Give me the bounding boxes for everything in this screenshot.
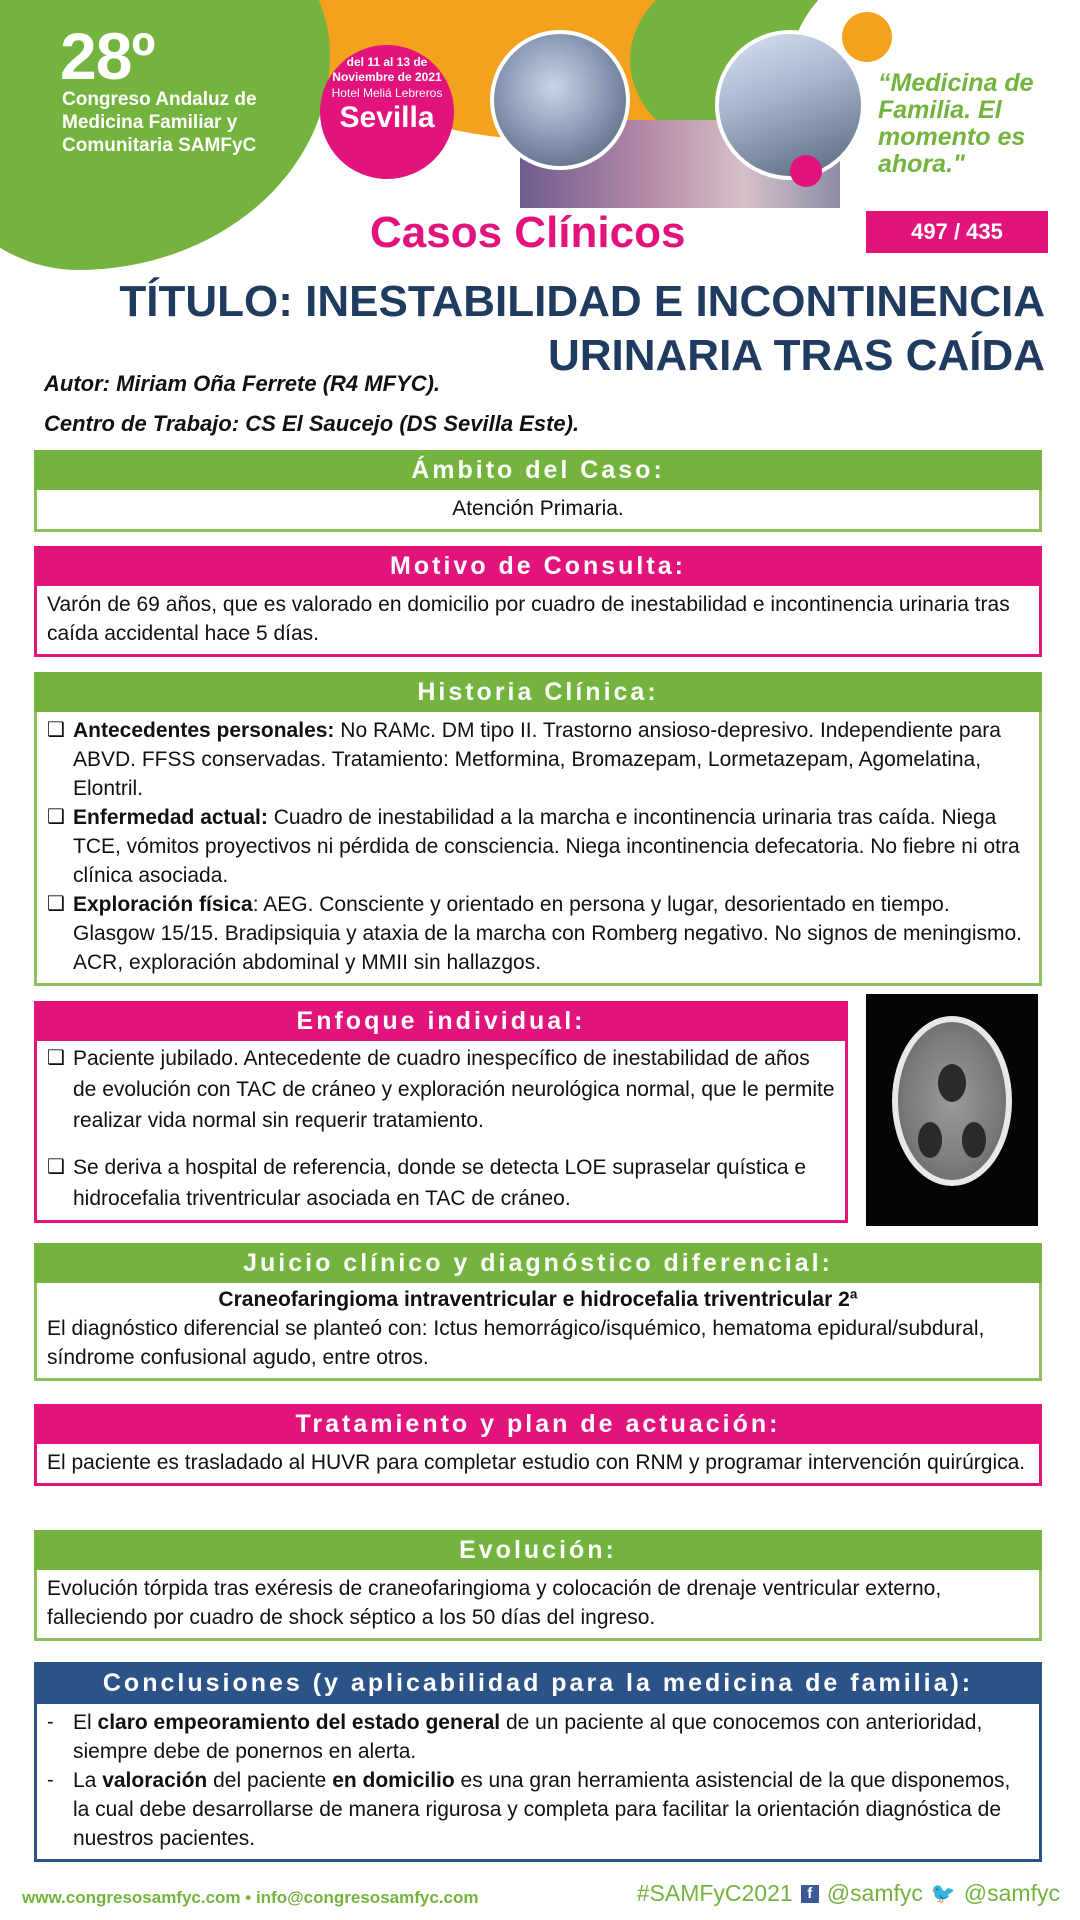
- dash-bullet-icon: -: [47, 1769, 54, 1791]
- list-item: [47, 1708, 1029, 1766]
- decor-dot-pink: [790, 155, 822, 187]
- section-motivo-body: Varón de 69 años, que es valorado en domicilio por cuadro de inestabilidad e incontinencia urinaria tras caída accidental hace 5 días.: [34, 586, 1042, 657]
- decor-dot-orange: [842, 12, 892, 62]
- footer-contact[interactable]: www.congresosamfyc.com • info@congresosamfyc.com: [22, 1888, 479, 1907]
- hotel-name: Hotel Meliá Lebreros: [331, 86, 443, 100]
- item-text: Cuadro de inestabilidad a la marcha e incontinencia urinaria tras caída. Niega TCE, vómitos proyectivos ni pérdida de consciencia. Niega incontinencia defecatoria. No fiebre ni otra clínica asociada.: [73, 806, 1020, 887]
- section-evolucion-heading: Evolución:: [34, 1530, 1042, 1570]
- section-ambito-body: Atención Primaria.: [34, 490, 1042, 532]
- section-juicio-heading: Juicio clínico y diagnóstico diferencial:: [34, 1243, 1042, 1283]
- section-evolucion-body: Evolución tórpida tras exéresis de craneofaringioma y colocación de drenaje ventricular externo, falleciendo por cuadro de shock séptico a los 50 días del ingreso.: [34, 1570, 1042, 1641]
- seville-bridge-photo: [715, 30, 865, 180]
- section-conclusiones-body: [34, 1704, 1042, 1862]
- section-tratamiento: [34, 1404, 1042, 1486]
- brain-ct-image: [866, 994, 1038, 1226]
- section-historia-body: [34, 712, 1042, 986]
- dash-bullet-icon: -: [47, 1711, 54, 1733]
- list-item: [47, 890, 1029, 977]
- checkbox-bullet-icon: ❑: [47, 1156, 65, 1178]
- ct-ventricle: [962, 1122, 986, 1158]
- section-motivo: [34, 546, 1042, 657]
- section-ambito-heading: Ámbito del Caso:: [34, 450, 1042, 490]
- congress-name: Congreso Andaluz de Medicina Familiar y Comunitaria SAMFyC: [62, 89, 257, 156]
- section-ambito: [34, 450, 1042, 532]
- item-text: No RAMc. DM tipo II. Trastorno ansioso-depresivo. Independiente para ABVD. FFSS conservadas. Tratamiento: Metformina, Bromazepam, Lormetazepam, Agomelatina, Elontril.: [73, 719, 1001, 800]
- checkbox-bullet-icon: ❑: [47, 719, 65, 741]
- twitter-bird-icon: 🐦: [930, 1883, 956, 1905]
- section-historia: [34, 672, 1042, 986]
- checkbox-bullet-icon: ❑: [47, 1047, 65, 1069]
- seville-badge: [320, 45, 454, 179]
- checkbox-bullet-icon: ❑: [47, 806, 65, 828]
- section-enfoque-body: [34, 1041, 848, 1223]
- checkbox-bullet-icon: ❑: [47, 893, 65, 915]
- facebook-handle[interactable]: @samfyc: [826, 1880, 923, 1906]
- case-title-line-1: TÍTULO: INESTABILIDAD E INCONTINENCIA: [119, 277, 1045, 326]
- list-item: [47, 1766, 1029, 1853]
- item-bold: claro empeoramiento del estado general: [97, 1711, 501, 1734]
- diagnosis-text: Craneofaringioma intraventricular e hidrocefalia triventricular 2ª: [218, 1288, 858, 1311]
- item-bold: en domicilio: [332, 1769, 455, 1792]
- list-item: [47, 803, 1029, 890]
- item-text: de un paciente al que conocemos con anterioridad, siempre debe de ponernos en alerta.: [73, 1711, 983, 1763]
- item-label: Enfermedad actual:: [73, 806, 268, 829]
- congress-number: 28º: [60, 19, 155, 93]
- facebook-icon: f: [801, 1885, 819, 1903]
- item-text: El: [73, 1711, 98, 1734]
- item-label: Antecedentes personales:: [73, 719, 335, 742]
- item-text: Se deriva a hospital de referencia, donde se detecta LOE supraselar quística e hidrocefalia triventricular asociada en TAC de cráneo.: [73, 1156, 807, 1210]
- list-item: [47, 1152, 835, 1214]
- main-title: Casos Clínicos: [370, 208, 686, 257]
- dates-line-1: del 11 al 13 de: [346, 55, 428, 69]
- case-title: [60, 275, 1045, 383]
- list-item: [47, 716, 1029, 803]
- section-tratamiento-heading: Tratamiento y plan de actuación:: [34, 1404, 1042, 1444]
- section-conclusiones: [34, 1662, 1042, 1862]
- section-juicio-body: [34, 1283, 1042, 1381]
- footer-social: [637, 1880, 1060, 1907]
- case-number-badge: 497 / 435: [866, 211, 1048, 253]
- section-evolucion: [34, 1530, 1042, 1641]
- item-text: : AEG. Consciente y orientado en persona y lugar, desorientado en tiempo. Glasgow 15/15. Bradipsiquia y ataxia de la marcha con Romberg negativo. No signos de meningismo. ACR, exploración abdominal y MMII sin hallazgos.: [73, 893, 1023, 974]
- item-bold: valoración: [102, 1769, 208, 1792]
- section-historia-heading: Historia Clínica:: [34, 672, 1042, 712]
- item-text: es una gran herramienta asistencial de la que disponemos, la cual debe desarrollarse de manera rigurosa y completa para facilitar la orientación diagnóstica de nuestros pacientes.: [73, 1769, 1011, 1850]
- dates-line-2: Noviembre de 2021: [332, 70, 442, 84]
- ct-ventricle: [918, 1122, 942, 1158]
- item-text: Paciente jubilado. Antecedente de cuadro inespecífico de inestabilidad de años de evolución con TAC de cráneo y exploración neurológica normal, que le permite realizar vida normal sin requerir tratamiento.: [73, 1047, 835, 1132]
- city-name: Sevilla: [339, 101, 435, 134]
- section-juicio: [34, 1243, 1042, 1381]
- case-title-line-2: URINARIA TRAS CAÍDA: [547, 331, 1045, 380]
- section-tratamiento-body: El paciente es trasladado al HUVR para completar estudio con RNM y programar intervención quirúrgica.: [34, 1444, 1042, 1486]
- section-enfoque-heading: Enfoque individual:: [34, 1001, 848, 1041]
- twitter-handle[interactable]: @samfyc: [963, 1880, 1060, 1906]
- hashtag: #SAMFyC2021: [636, 1880, 793, 1906]
- section-enfoque: [34, 1001, 848, 1223]
- workplace: Centro de Trabajo: CS El Saucejo (DS Sevilla Este).: [44, 411, 580, 436]
- slogan: “Medicina de Familia. El momento es ahora.": [878, 69, 1034, 178]
- differential-text: El diagnóstico diferencial se planteó con: Ictus hemorrágico/isquémico, hematoma epidural/subdural, síndrome confusional agudo, entre otros.: [47, 1317, 985, 1369]
- author: Autor: Miriam Oña Ferrete (R4 MFYC).: [44, 371, 441, 396]
- item-label: Exploración física: [73, 893, 253, 916]
- item-text: del paciente: [207, 1769, 333, 1792]
- ct-ventricle: [938, 1064, 966, 1102]
- section-conclusiones-heading: Conclusiones (y aplicabilidad para la medicina de familia):: [34, 1662, 1042, 1704]
- seville-statue-photo: [490, 30, 630, 170]
- section-motivo-heading: Motivo de Consulta:: [34, 546, 1042, 586]
- item-text: La: [73, 1769, 103, 1792]
- list-item: [47, 1043, 835, 1136]
